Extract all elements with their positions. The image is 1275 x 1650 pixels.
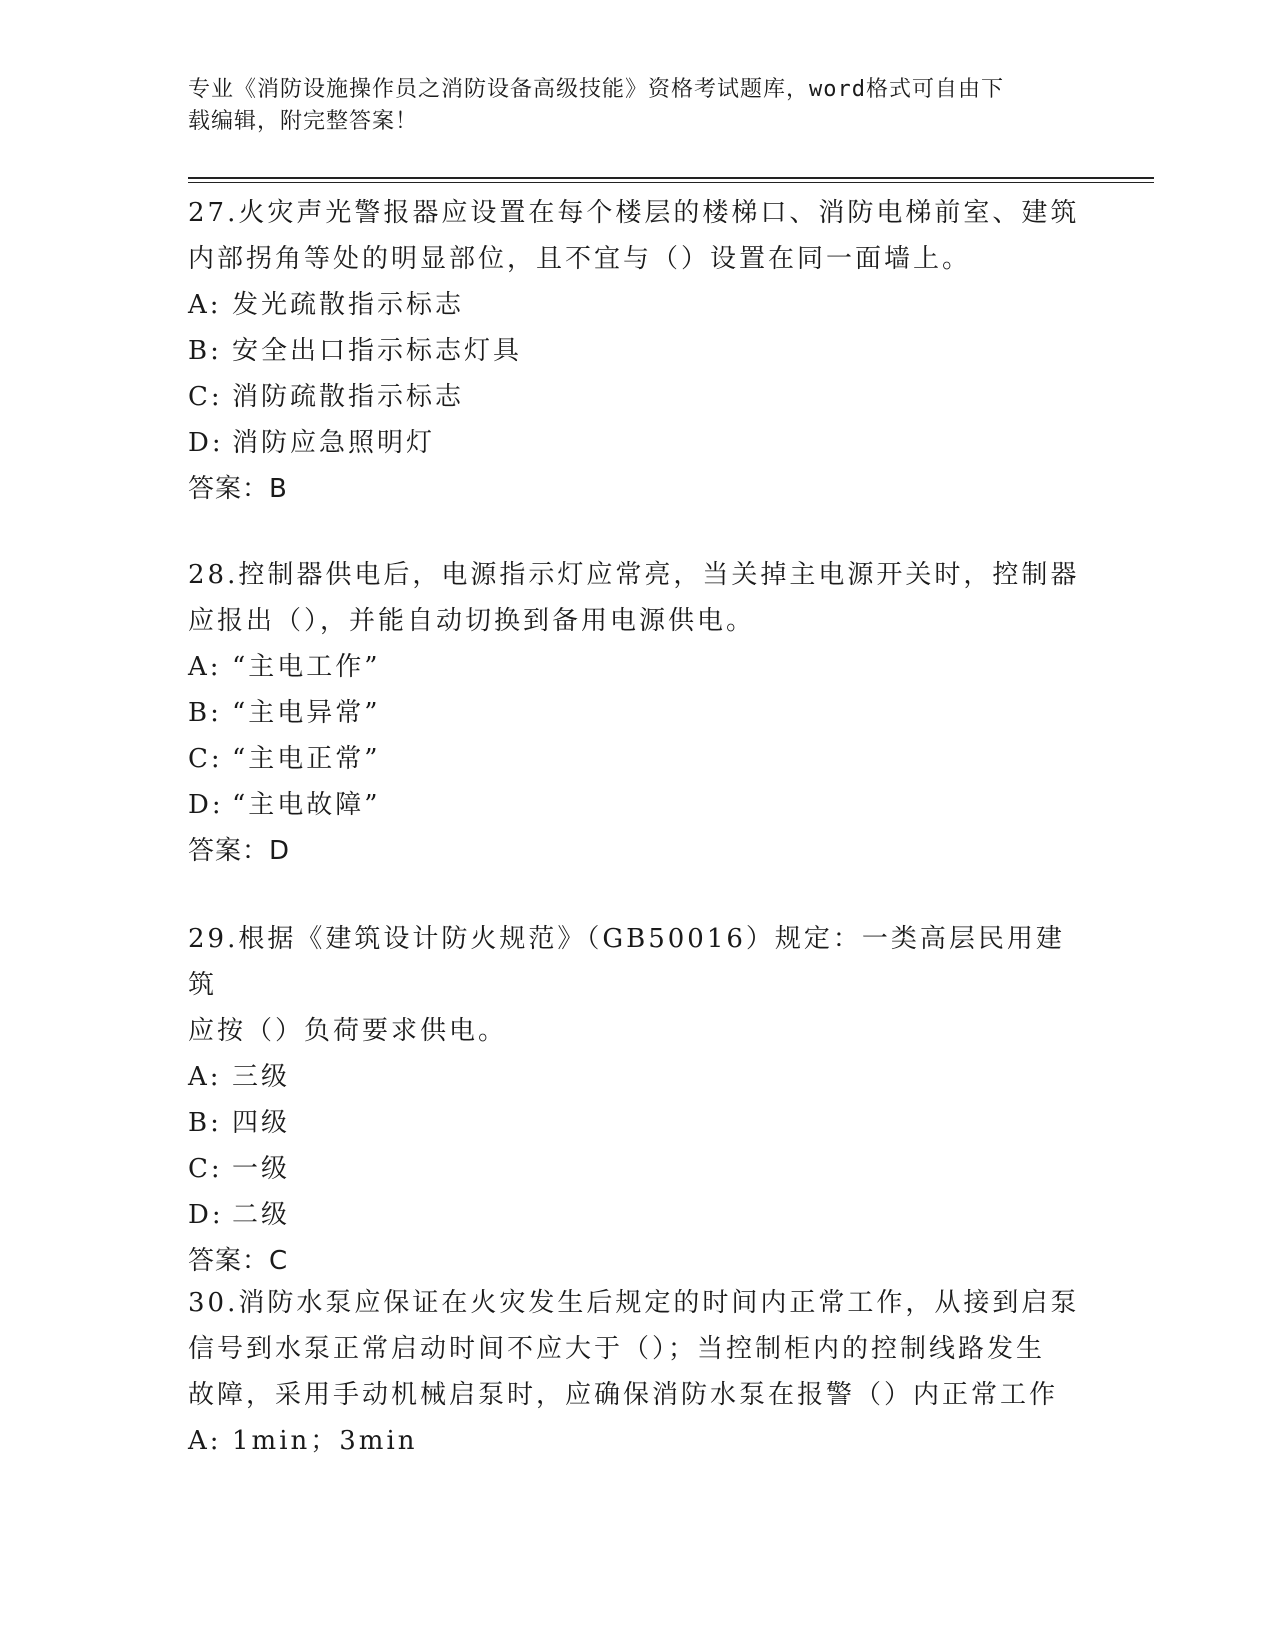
question-29 — [188, 916, 1088, 1284]
option-d: D: 消防应急照明灯 — [188, 428, 436, 458]
header-rule-thin — [188, 182, 1154, 183]
header-rule-thick — [188, 177, 1154, 179]
question-30 — [188, 1280, 1088, 1464]
answer-line: 答案：D — [188, 836, 291, 866]
question-stem-line: 信号到水泵正常启动时间不应大于（）；当控制柜内的控制线路发生 — [188, 1334, 1046, 1364]
header-line-1: 专业《消防设施操作员之消防设备高级技能》资格考试题库，word格式可自由下 — [188, 77, 1004, 102]
option-b: B: 四级 — [188, 1108, 291, 1138]
answer-line: 答案：B — [188, 474, 288, 504]
question-stem-line: 应按（）负荷要求供电。 — [188, 1016, 508, 1046]
question-stem-line: 内部拐角等处的明显部位，且不宜与（）设置在同一面墙上。 — [188, 244, 972, 274]
answer-line: 答案：C — [188, 1246, 289, 1276]
document-header — [188, 74, 1068, 138]
option-d: D: “主电故障” — [188, 790, 381, 820]
question-stem-line: 28.控制器供电后，电源指示灯应常亮，当关掉主电源开关时，控制器 — [188, 560, 1080, 590]
option-a: A: 发光疏散指示标志 — [188, 290, 465, 320]
option-c: C: 消防疏散指示标志 — [188, 382, 465, 412]
option-a: A: 三级 — [188, 1062, 291, 1092]
option-b: B: “主电异常” — [188, 698, 381, 728]
option-d: D: 二级 — [188, 1200, 291, 1230]
option-c: C: “主电正常” — [188, 744, 381, 774]
header-line-2: 载编辑，附完整答案！ — [188, 109, 419, 134]
question-stem-line: 30.消防水泵应保证在火灾发生后规定的时间内正常工作，从接到启泵 — [188, 1288, 1080, 1318]
question-stem-line: 29.根据《建筑设计防火规范》（GB50016）规定：一类高层民用建筑 — [188, 924, 1065, 1000]
option-a: A: 1min；3min — [188, 1426, 418, 1456]
question-27 — [188, 190, 1088, 512]
question-28 — [188, 552, 1088, 874]
question-stem-line: 应报出（），并能自动切换到备用电源供电。 — [188, 606, 756, 636]
question-stem-line: 故障，采用手动机械启泵时，应确保消防水泵在报警（）内正常工作 — [188, 1380, 1059, 1410]
question-stem-line: 27.火灾声光警报器应设置在每个楼层的楼梯口、消防电梯前室、建筑 — [188, 198, 1080, 228]
option-b: B: 安全出口指示标志灯具 — [188, 336, 523, 366]
option-a: A: “主电工作” — [188, 652, 381, 682]
option-c: C: 一级 — [188, 1154, 291, 1184]
